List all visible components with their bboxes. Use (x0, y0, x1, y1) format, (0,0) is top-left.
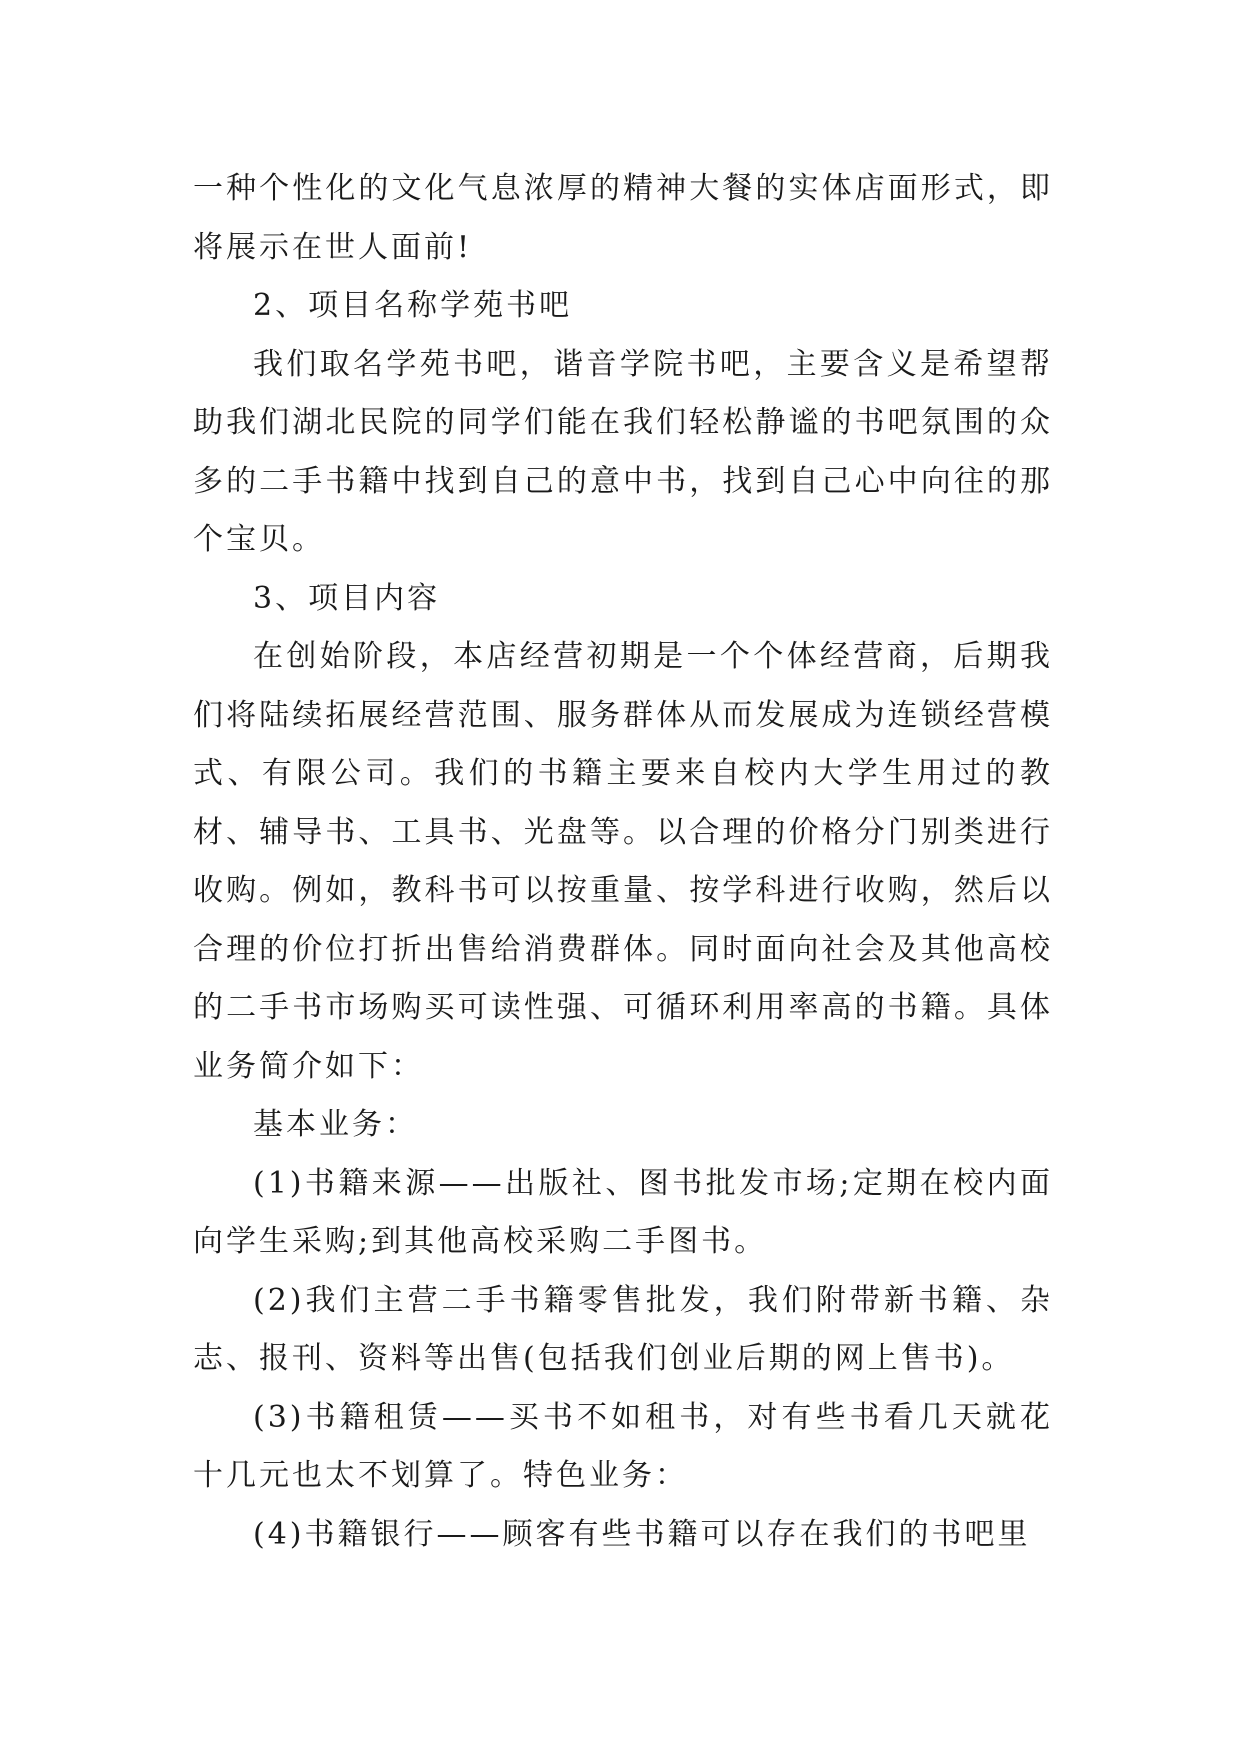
list-item-book-bank: (4)书籍银行——顾客有些书籍可以存在我们的书吧里 (253, 1516, 1031, 1552)
list-item-book-source: (1)书籍来源——出版社、图书批发市场;定期在校内面向学生采购;到其他高校采购二手图书。 (193, 1165, 1053, 1259)
subheading-basic-business: 基本业务： (253, 1107, 418, 1142)
paragraph-project-content: 在创始阶段，本店经营初期是一个个体经营商，后期我们将陆续拓展经营范围、服务群体从而发展成为连锁经营模式、有限公司。我们的书籍主要来自校内大学生用过的教材、辅导书、工具书、光盘等。以合理的价格分门别类进行收购。例如，教科书可以按重量、按学科进行收购，然后以合理的价位打折出售给消费群体。同时面向社会及其他高校的二手书市场购买可读性强、可循环利用率高的书籍。具体业务简介如下： (193, 639, 1053, 1084)
section-heading-project-name: 2、项目名称学苑书吧 (253, 288, 573, 323)
list-item-retail-wholesale: (2)我们主营二手书籍零售批发，我们附带新书籍、杂志、报刊、资料等出售(包括我们创业后期的网上售书)。 (193, 1282, 1053, 1376)
document-body (193, 160, 1053, 1564)
list-item-book-rental: (3)书籍租赁——买书不如租书，对有些书看几天就花十几元也太不划算了。特色业务： (193, 1399, 1053, 1493)
paragraph-intro-continued: 一种个性化的文化气息浓厚的精神大餐的实体店面形式，即将展示在世人面前! (193, 171, 1053, 265)
section-heading-project-content: 3、项目内容 (253, 580, 441, 616)
paragraph-project-name: 我们取名学苑书吧，谐音学院书吧，主要含义是希望帮助我们湖北民院的同学们能在我们轻松静谧的书吧氛围的众多的二手书籍中找到自己的意中书，找到自己心中向往的那个宝贝。 (193, 346, 1053, 557)
